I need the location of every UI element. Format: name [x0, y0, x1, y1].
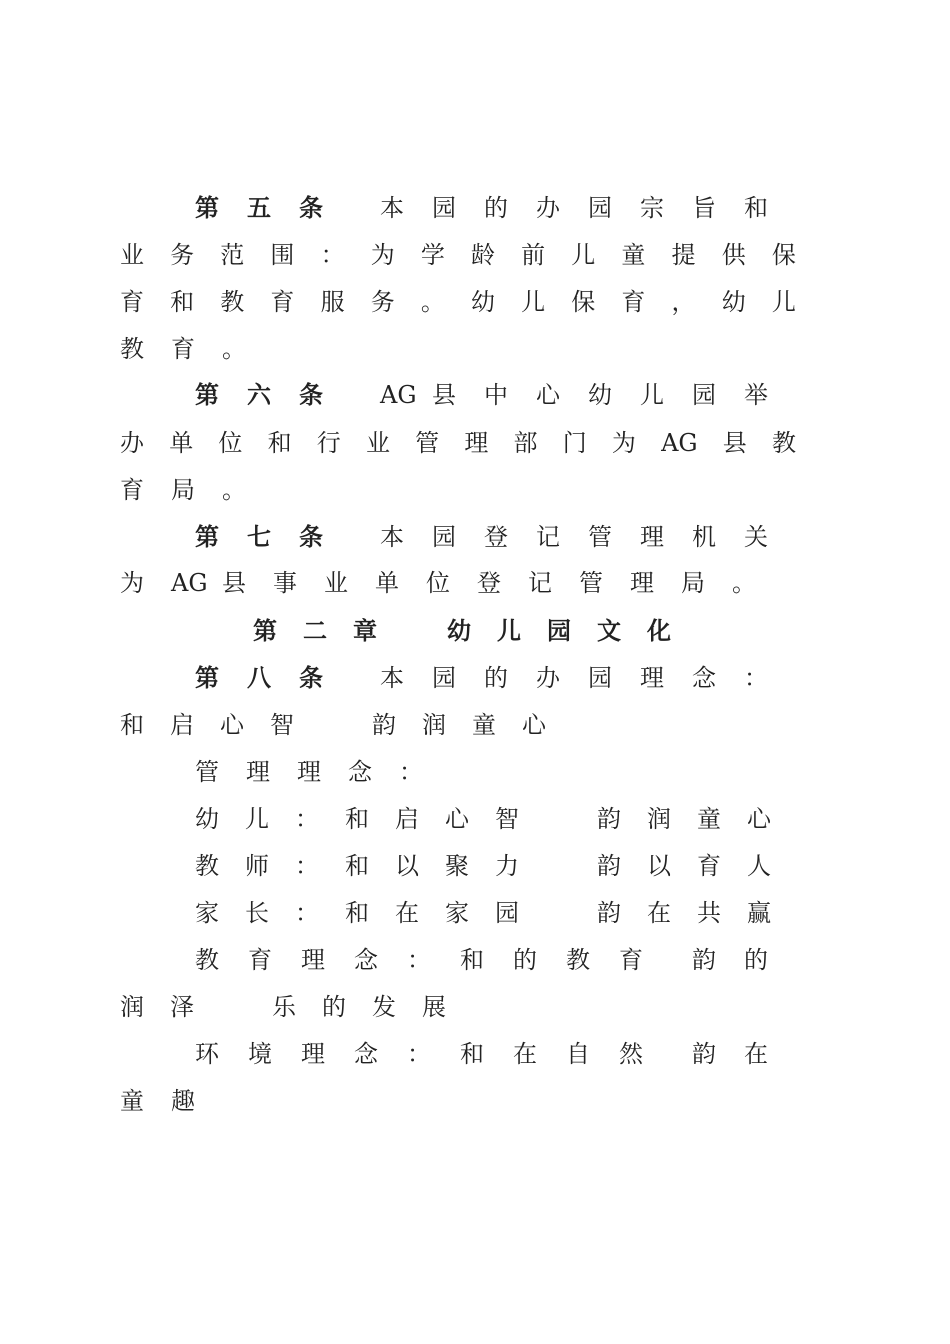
- text-glyph: 行: [316, 429, 341, 457]
- text-glyph: ，: [671, 288, 696, 316]
- text-glyph: 理: [464, 429, 489, 457]
- text-glyph: 教: [120, 335, 144, 363]
- teachers-label: [195, 846, 345, 886]
- text-glyph: 园: [495, 899, 519, 927]
- teachers-a: [345, 846, 545, 886]
- text-glyph: 业: [324, 569, 348, 597]
- text-glyph: 的: [744, 946, 768, 974]
- text-glyph: ：: [407, 946, 431, 974]
- article5-line2: [120, 235, 796, 275]
- text-glyph: 的: [484, 194, 508, 222]
- text-glyph: 事: [273, 569, 297, 597]
- environment-b: [692, 1034, 796, 1074]
- text-glyph: 在: [744, 1040, 768, 1068]
- text-glyph: 育: [120, 476, 144, 504]
- text-glyph: 境: [248, 1040, 272, 1068]
- text-glyph: 第: [195, 380, 219, 409]
- environment-a: [460, 1034, 672, 1074]
- text-glyph: ：: [295, 805, 319, 833]
- management-heading: [195, 752, 450, 792]
- text-glyph: 化: [647, 616, 671, 645]
- text-glyph: 章: [353, 616, 377, 645]
- chapter2-title: [447, 611, 697, 651]
- text-glyph: 然: [619, 1040, 643, 1068]
- text-glyph: 园: [432, 664, 456, 692]
- article5-line1: [195, 188, 796, 228]
- text-glyph: 幼: [447, 616, 471, 645]
- education-line2-a: [120, 987, 220, 1027]
- text-glyph: 儿: [640, 381, 664, 409]
- text-glyph: 县: [432, 381, 456, 409]
- text-glyph: 和: [345, 852, 369, 880]
- text-glyph: 为: [120, 569, 144, 597]
- text-glyph: 育: [270, 288, 295, 316]
- text-glyph: 的: [484, 664, 508, 692]
- text-glyph: 童: [120, 1087, 144, 1115]
- text-glyph: 韵: [597, 852, 621, 880]
- text-glyph: 心: [445, 805, 469, 833]
- text-glyph: 条: [299, 380, 323, 409]
- text-glyph: 润: [120, 993, 144, 1021]
- article8-line2-a: [120, 705, 320, 745]
- text-glyph: 乐: [272, 993, 296, 1021]
- text-glyph: 智: [270, 711, 294, 739]
- text-glyph: 和: [460, 1040, 484, 1068]
- text-glyph: 七: [247, 522, 271, 551]
- text-glyph: 位: [218, 429, 243, 457]
- text-glyph: ：: [320, 241, 345, 269]
- text-glyph: 润: [647, 805, 671, 833]
- management-teachers-line: [195, 846, 797, 886]
- text-glyph: 六: [247, 380, 271, 409]
- text-glyph: 提: [671, 241, 696, 269]
- article7-line2: [120, 563, 783, 603]
- education-left-group: [195, 940, 672, 980]
- text-glyph: 门: [562, 429, 587, 457]
- teachers-b: [597, 846, 797, 886]
- article6-text-line1: [380, 375, 796, 415]
- text-glyph: 局: [171, 476, 195, 504]
- text-glyph: 幼: [195, 805, 219, 833]
- article6-label: [195, 375, 351, 415]
- text-glyph: 本: [380, 664, 404, 692]
- text-glyph: 第: [253, 616, 277, 645]
- text-glyph: 办: [120, 429, 144, 457]
- text-glyph: 展: [422, 993, 446, 1021]
- chapter2-label: [253, 611, 403, 651]
- text-glyph: 园: [588, 664, 612, 692]
- text-glyph: 念: [354, 946, 378, 974]
- text-glyph: 理: [246, 758, 270, 786]
- education-label: [195, 940, 460, 980]
- text-glyph: 和: [120, 711, 144, 739]
- text-glyph: 韵: [597, 805, 621, 833]
- text-glyph: 儿: [771, 288, 796, 316]
- parents-label: [195, 893, 345, 933]
- text-glyph: AG: [661, 429, 698, 457]
- text-glyph: 理: [301, 1040, 325, 1068]
- text-glyph: 和: [345, 899, 369, 927]
- text-glyph: 家: [195, 899, 219, 927]
- text-glyph: 园: [588, 194, 612, 222]
- chapter2-heading: [0, 611, 950, 651]
- text-glyph: 园: [692, 381, 716, 409]
- text-glyph: 理: [301, 946, 325, 974]
- text-glyph: 念: [692, 664, 716, 692]
- article6-line3: [120, 470, 273, 510]
- text-glyph: 润: [422, 711, 446, 739]
- text-glyph: 位: [426, 569, 450, 597]
- text-glyph: 念: [354, 1040, 378, 1068]
- text-glyph: 自: [566, 1040, 590, 1068]
- children-label: [195, 799, 345, 839]
- text-glyph: 和: [460, 946, 484, 974]
- text-glyph: 保: [771, 241, 796, 269]
- text-glyph: 赢: [747, 899, 771, 927]
- text-glyph: 园: [547, 616, 571, 645]
- text-glyph: 服: [320, 288, 345, 316]
- text-glyph: 供: [721, 241, 746, 269]
- text-glyph: 中: [484, 381, 508, 409]
- text-glyph: 教: [195, 852, 219, 880]
- text-glyph: 旨: [692, 194, 716, 222]
- article7-text-line1: [380, 517, 796, 557]
- text-glyph: 童: [472, 711, 496, 739]
- text-glyph: 机: [692, 523, 716, 551]
- text-glyph: 和: [170, 288, 195, 316]
- text-glyph: ：: [399, 758, 423, 786]
- text-glyph: 环: [195, 1040, 219, 1068]
- text-glyph: 心: [536, 381, 560, 409]
- text-glyph: 韵: [372, 711, 396, 739]
- text-glyph: 共: [697, 899, 721, 927]
- text-glyph: 聚: [445, 852, 469, 880]
- text-glyph: 心: [522, 711, 546, 739]
- text-glyph: 育: [697, 852, 721, 880]
- text-glyph: 八: [247, 663, 271, 692]
- text-glyph: AG: [380, 381, 417, 409]
- text-glyph: 五: [247, 193, 271, 222]
- text-glyph: 办: [536, 664, 560, 692]
- text-glyph: 保: [571, 288, 596, 316]
- text-glyph: 单: [169, 429, 194, 457]
- environment-label: [195, 1034, 460, 1074]
- text-glyph: 本: [380, 523, 404, 551]
- text-glyph: 县: [222, 569, 246, 597]
- text-glyph: 的: [513, 946, 537, 974]
- parents-a: [345, 893, 545, 933]
- parents-b: [597, 893, 797, 933]
- text-glyph: 办: [536, 194, 560, 222]
- text-glyph: 儿: [571, 241, 596, 269]
- text-glyph: 管: [588, 523, 612, 551]
- education-line2-b: [272, 987, 472, 1027]
- article7-label: [195, 517, 351, 557]
- text-glyph: 业: [120, 241, 144, 269]
- environment-line1: [195, 1034, 796, 1074]
- text-glyph: 。: [732, 569, 756, 597]
- text-glyph: ：: [295, 899, 319, 927]
- article8-text-line1: [380, 658, 796, 698]
- text-glyph: 举: [744, 381, 768, 409]
- text-glyph: 为: [611, 429, 636, 457]
- text-glyph: 第: [195, 663, 219, 692]
- text-glyph: 条: [299, 663, 323, 692]
- text-glyph: 和: [267, 429, 292, 457]
- text-glyph: 教: [195, 946, 219, 974]
- text-glyph: AG: [171, 569, 208, 597]
- text-glyph: 童: [621, 241, 646, 269]
- text-glyph: 登: [477, 569, 501, 597]
- text-glyph: 文: [597, 616, 621, 645]
- article8-line1: [195, 658, 796, 698]
- text-glyph: 务: [370, 288, 395, 316]
- text-glyph: 条: [299, 193, 323, 222]
- text-glyph: 理: [297, 758, 321, 786]
- text-glyph: 。: [420, 288, 445, 316]
- text-glyph: 幼: [470, 288, 495, 316]
- text-glyph: 第: [195, 193, 219, 222]
- text-glyph: 管: [579, 569, 603, 597]
- text-glyph: 智: [495, 805, 519, 833]
- text-glyph: 在: [647, 899, 671, 927]
- article5-text-line1: [380, 188, 796, 228]
- text-glyph: 宗: [640, 194, 664, 222]
- management-parents-line: [195, 893, 797, 933]
- text-glyph: 在: [513, 1040, 537, 1068]
- text-glyph: 园: [432, 194, 456, 222]
- text-glyph: 业: [365, 429, 390, 457]
- text-glyph: 童: [697, 805, 721, 833]
- text-glyph: 教: [566, 946, 590, 974]
- text-glyph: 为: [370, 241, 395, 269]
- environment-line2: [120, 1081, 222, 1121]
- text-glyph: 理: [640, 523, 664, 551]
- text-glyph: 。: [222, 335, 246, 363]
- text-glyph: 育: [619, 946, 643, 974]
- education-a: [460, 940, 672, 980]
- article5-line3: [120, 282, 796, 322]
- text-glyph: 管: [415, 429, 440, 457]
- text-glyph: 儿: [497, 616, 521, 645]
- article8-line2: [120, 705, 572, 745]
- text-glyph: 趣: [171, 1087, 195, 1115]
- text-glyph: 局: [681, 569, 705, 597]
- text-glyph: 二: [303, 616, 327, 645]
- text-glyph: 儿: [521, 288, 546, 316]
- text-glyph: 第: [195, 522, 219, 551]
- text-glyph: 的: [322, 993, 346, 1021]
- text-glyph: 儿: [245, 805, 269, 833]
- education-line1: [195, 940, 796, 980]
- text-glyph: 围: [270, 241, 295, 269]
- children-b: [597, 799, 797, 839]
- article6-line1: [195, 375, 796, 415]
- education-b: [692, 940, 796, 980]
- text-glyph: 管: [195, 758, 219, 786]
- text-glyph: 育: [171, 335, 195, 363]
- text-glyph: 学: [420, 241, 445, 269]
- text-glyph: 部: [513, 429, 538, 457]
- text-glyph: 范: [220, 241, 245, 269]
- text-glyph: 理: [630, 569, 654, 597]
- text-glyph: 单: [375, 569, 399, 597]
- text-glyph: 条: [299, 522, 323, 551]
- text-glyph: 登: [484, 523, 508, 551]
- text-glyph: 在: [395, 899, 419, 927]
- text-glyph: ：: [407, 1040, 431, 1068]
- text-glyph: 记: [528, 569, 552, 597]
- article6-line2: [120, 423, 796, 463]
- text-glyph: 心: [220, 711, 244, 739]
- environment-left-group: [195, 1034, 672, 1074]
- text-glyph: 务: [170, 241, 195, 269]
- text-glyph: 心: [747, 805, 771, 833]
- text-glyph: 教: [771, 429, 796, 457]
- text-glyph: 以: [647, 852, 671, 880]
- management-children-line: [195, 799, 797, 839]
- text-glyph: 启: [170, 711, 194, 739]
- children-a: [345, 799, 545, 839]
- article5-line4: [120, 329, 273, 369]
- text-glyph: 龄: [470, 241, 495, 269]
- text-glyph: 人: [747, 852, 771, 880]
- text-glyph: ：: [295, 852, 319, 880]
- text-glyph: 家: [445, 899, 469, 927]
- text-glyph: 以: [395, 852, 419, 880]
- text-glyph: 育: [621, 288, 646, 316]
- text-glyph: 师: [245, 852, 269, 880]
- article5-label: [195, 188, 351, 228]
- text-glyph: 幼: [721, 288, 746, 316]
- text-glyph: 育: [248, 946, 272, 974]
- text-glyph: 前: [521, 241, 546, 269]
- text-glyph: 启: [395, 805, 419, 833]
- text-glyph: 。: [222, 476, 246, 504]
- article8-line2-b: [372, 705, 572, 745]
- text-glyph: 力: [495, 852, 519, 880]
- text-glyph: 育: [120, 288, 144, 316]
- article8-label: [195, 658, 351, 698]
- text-glyph: 韵: [692, 1040, 716, 1068]
- text-glyph: 和: [744, 194, 768, 222]
- text-glyph: 发: [372, 993, 396, 1021]
- text-glyph: 韵: [692, 946, 716, 974]
- text-glyph: 本: [380, 194, 404, 222]
- education-line2: [120, 987, 472, 1027]
- text-glyph: 泽: [170, 993, 194, 1021]
- text-glyph: 教: [220, 288, 245, 316]
- text-glyph: ：: [744, 664, 768, 692]
- text-glyph: 韵: [597, 899, 621, 927]
- article7-line1: [195, 517, 796, 557]
- text-glyph: 理: [640, 664, 664, 692]
- text-glyph: 园: [432, 523, 456, 551]
- text-glyph: 记: [536, 523, 560, 551]
- text-glyph: 关: [744, 523, 768, 551]
- text-glyph: 县: [722, 429, 747, 457]
- text-glyph: 长: [245, 899, 269, 927]
- text-glyph: 幼: [588, 381, 612, 409]
- text-glyph: 和: [345, 805, 369, 833]
- text-glyph: 念: [348, 758, 372, 786]
